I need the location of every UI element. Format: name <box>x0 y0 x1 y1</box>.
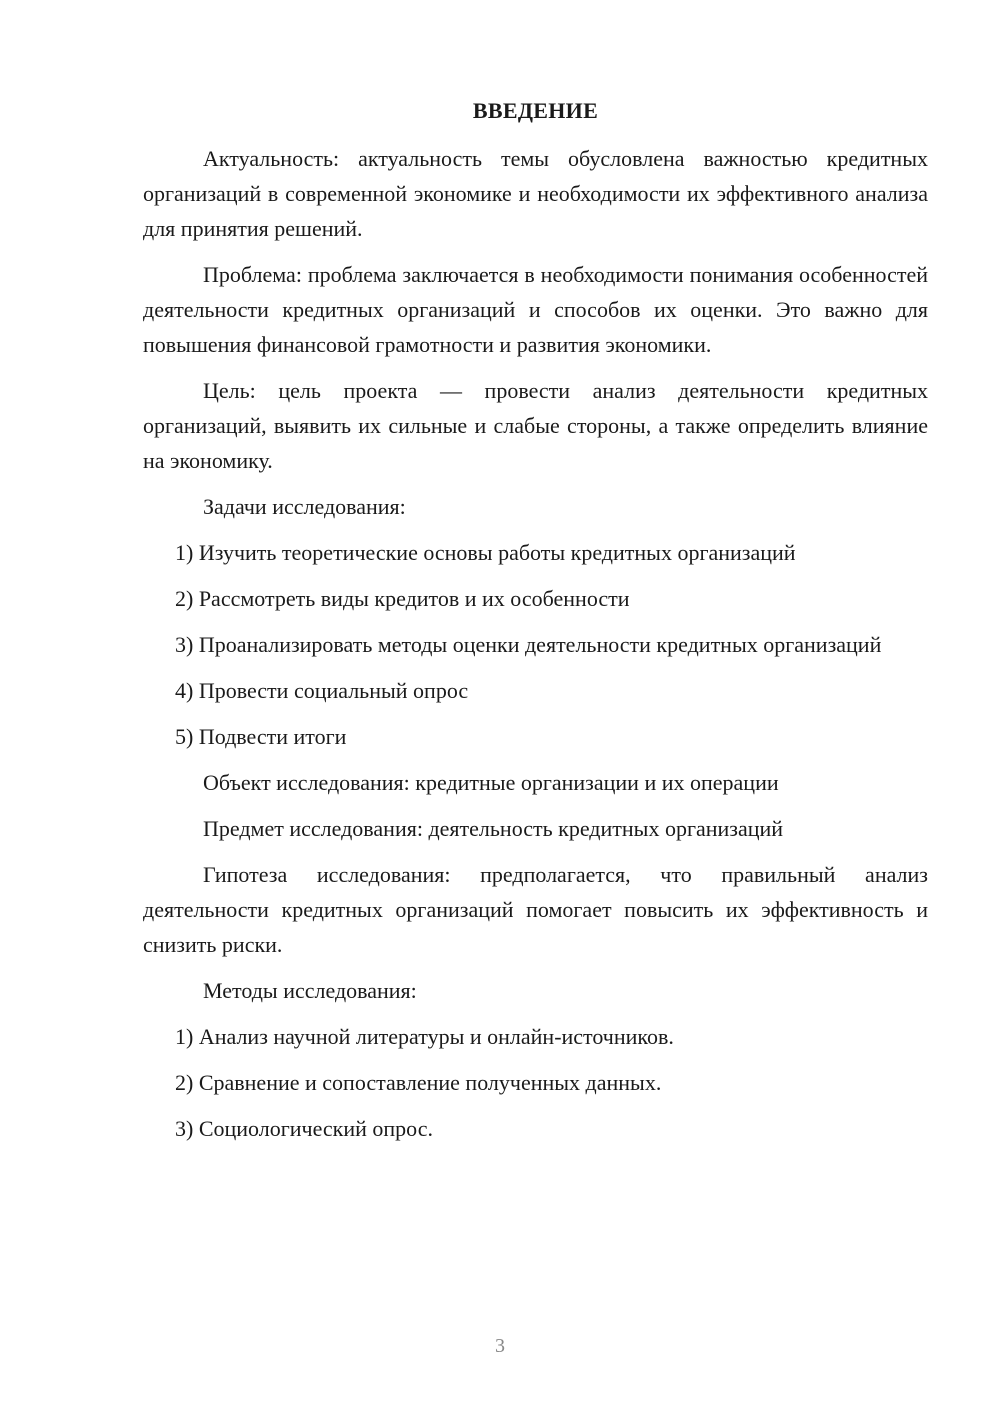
relevance-paragraph: Актуальность: актуальность темы обусловлена важностью кредитных организаций в современной экономике и необходимости их эффективного анализа для принятия решений. <box>143 146 928 241</box>
goal-paragraph: Цель: цель проекта — провести анализ деятельности кредитных организаций, выявить их сильные и слабые стороны, а также определить влияние на экономику. <box>143 378 928 473</box>
tasks-heading: Задачи исследования: <box>203 494 406 519</box>
problem-paragraph: Проблема: проблема заключается в необходимости понимания особенностей деятельности кредитных организаций и способов их оценки. Это важно для повышения финансовой грамотности и развития экономики. <box>143 262 928 357</box>
page-number: 3 <box>495 1335 505 1357</box>
task-item: 5) Подвести итоги <box>175 724 347 749</box>
task-item: 1) Изучить теоретические основы работы кредитных организаций <box>175 540 796 565</box>
task-item: 2) Рассмотреть виды кредитов и их особенности <box>175 586 630 611</box>
method-item: 2) Сравнение и сопоставление полученных данных. <box>175 1070 662 1095</box>
task-item: 3) Проанализировать методы оценки деятельности кредитных организаций <box>175 632 882 657</box>
section-heading: ВВЕДЕНИЕ <box>472 98 599 123</box>
document-page <box>143 95 928 1157</box>
method-item: 1) Анализ научной литературы и онлайн-источников. <box>175 1024 674 1049</box>
hypothesis-paragraph: Гипотеза исследования: предполагается, что правильный анализ деятельности кредитных организаций помогает повысить их эффективность и снизить риски. <box>143 862 928 957</box>
task-item: 4) Провести социальный опрос <box>175 678 469 703</box>
subject-paragraph: Предмет исследования: деятельность кредитных организаций <box>203 816 784 841</box>
method-item: 3) Социологический опрос. <box>175 1116 433 1141</box>
methods-heading: Методы исследования: <box>203 978 417 1003</box>
object-paragraph: Объект исследования: кредитные организации и их операции <box>203 770 779 795</box>
